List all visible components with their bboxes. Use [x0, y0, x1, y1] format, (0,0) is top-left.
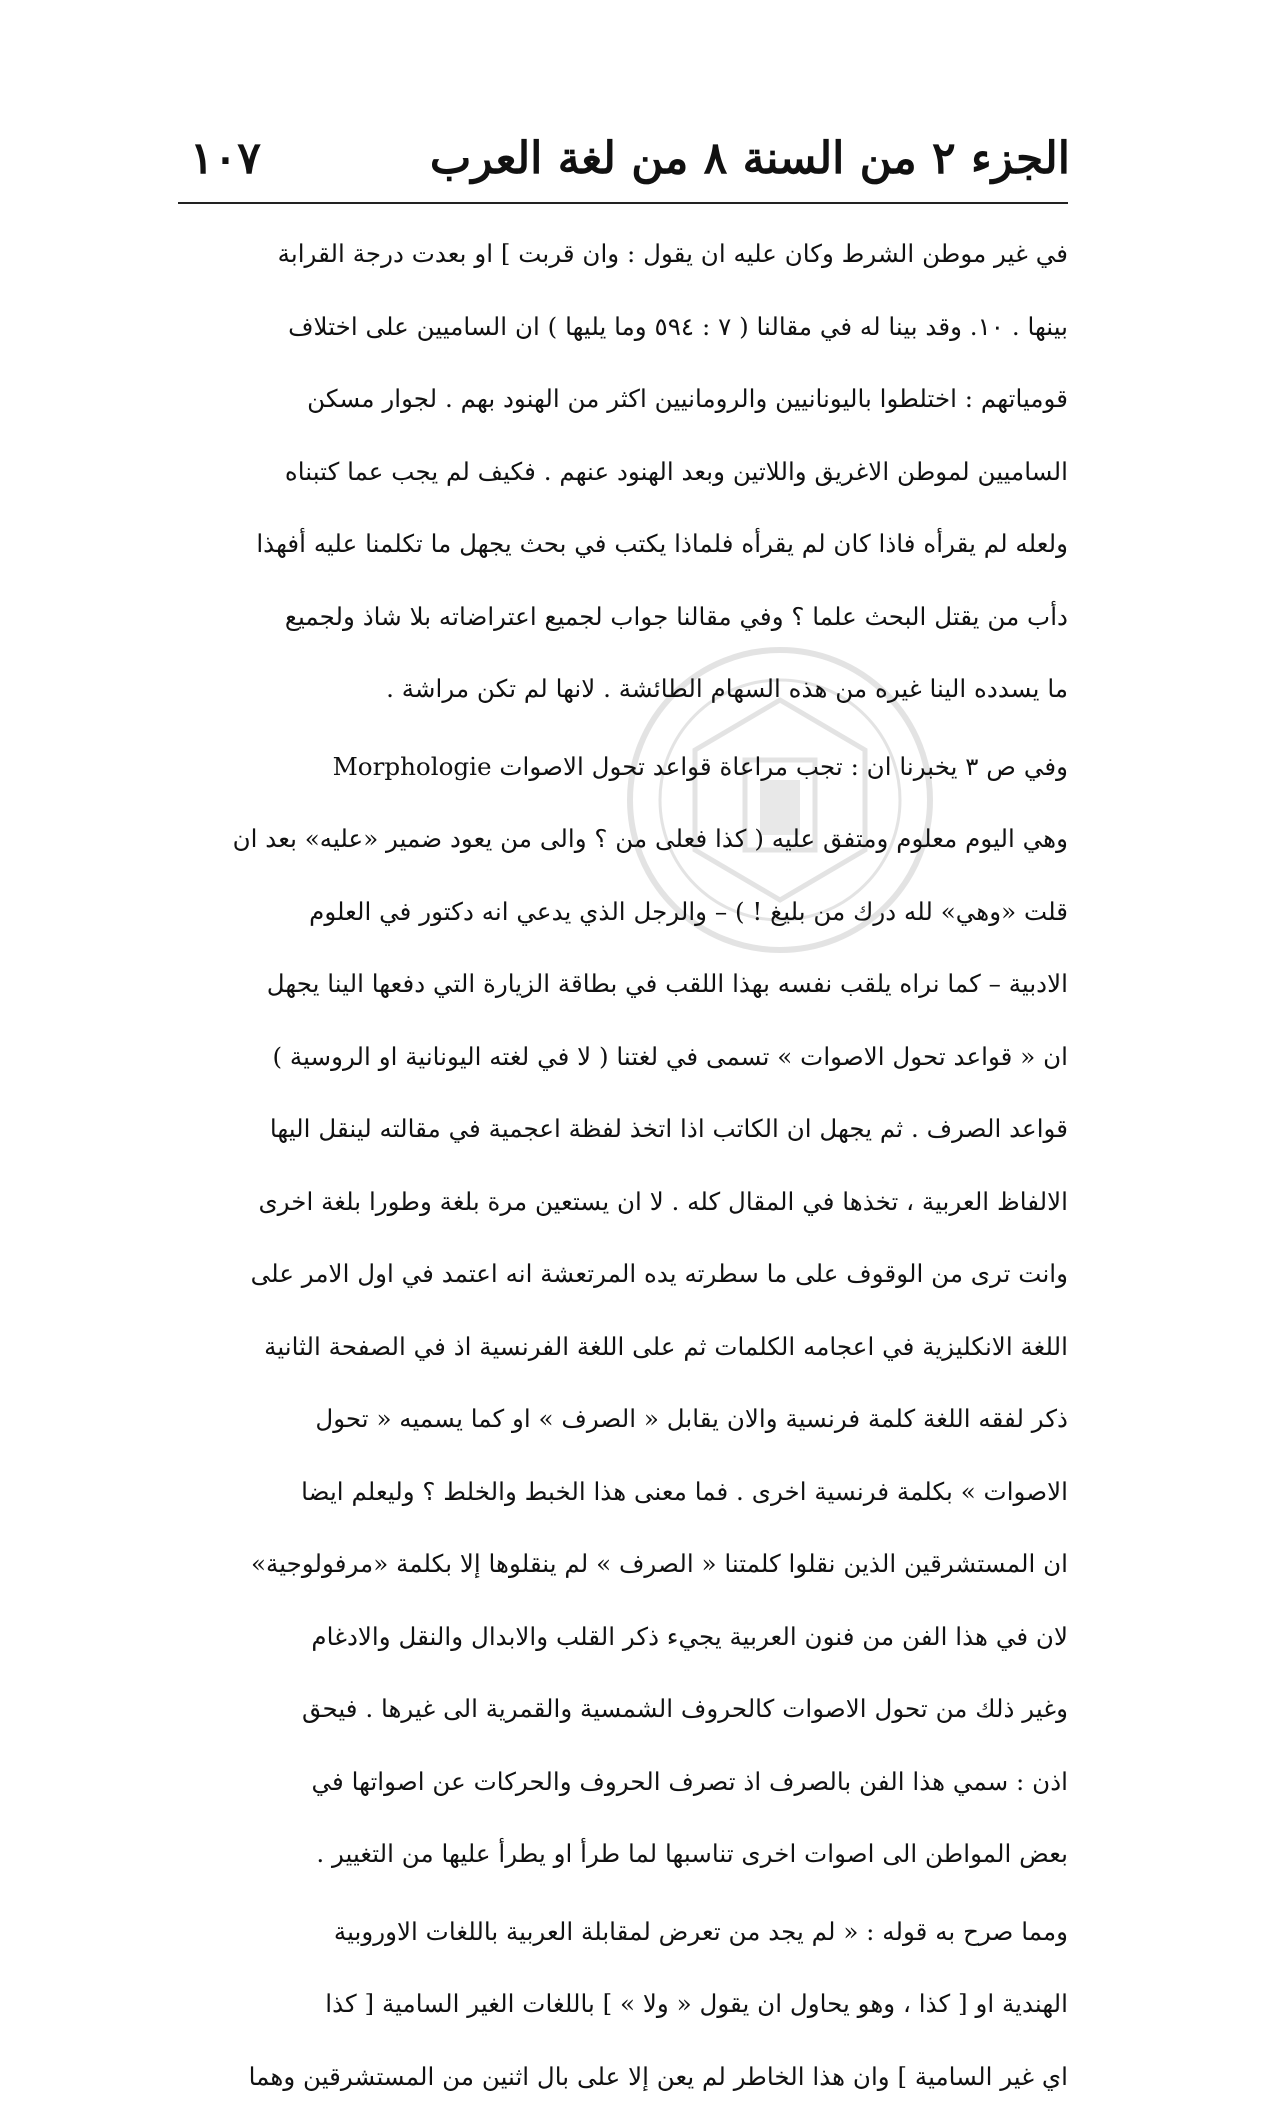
article-body [178, 218, 1068, 2113]
text-line: ولعله لم يقرأه فاذا كان لم يقرأه فلماذا يكتب في بحث يجهل ما تكلمنا عليه أفهذا [178, 508, 1068, 581]
text-line: قومياتهم : اختلطوا باليونانيين والرومانيين اكثر من الهنود بهم . لجوار مسكن [178, 363, 1068, 436]
paragraph [178, 731, 1068, 1891]
text-line: الاصوات » بكلمة فرنسية اخرى . فما معنى هذا الخبط والخلط ؟ وليعلم ايضا [178, 1456, 1068, 1529]
text-line: ومما صرح به قوله : « لم يجد من تعرض لمقابلة العربية باللغات الاوروبية [178, 1896, 1068, 1969]
text-line: قلت «وهي» لله درك من بليغ ! ) – والرجل الذي يدعي انه دكتور في العلوم [178, 876, 1068, 949]
text-line: اي غير السامية ] وان هذا الخاطر لم يعن إلا على بال اثنين من المستشرقين وهما [178, 2041, 1068, 2113]
text-line: بينها . ١٠. وقد بينا له في مقالنا ( ٧ : ٥٩٤ وما يليها ) ان الساميين على اختلاف [178, 291, 1068, 364]
text-line: وانت ترى من الوقوف على ما سطرته يده المرتعشة انه اعتمد في اول الامر على [178, 1238, 1068, 1311]
running-title: الجزء ٢ من السنة ٨ من لغة العرب [430, 133, 1070, 184]
page-number: ١٠٧ [190, 133, 261, 184]
text-line: ما يسدده الينا غيره من هذه السهام الطائشة . لانها لم تكن مراشة . [178, 653, 1068, 726]
text-line: لان في هذا الفن من فنون العربية يجيء ذكر القلب والابدال والنقل والادغام [178, 1601, 1068, 1674]
text-line: الساميين لموطن الاغريق واللاتين وبعد الهنود عنهم . فكيف لم يجب عما كتبناه [178, 436, 1068, 509]
text-line: وفي ص ٣ يخبرنا ان : تجب مراعاة قواعد تحول الاصوات Morphologie [178, 731, 1068, 804]
text-line: بعض المواطن الى اصوات اخرى تناسبها لما طرأ او يطرأ عليها من التغيير . [178, 1818, 1068, 1891]
paragraph [178, 1896, 1068, 2113]
text-line: ذكر لفقه اللغة كلمة فرنسية والان يقابل « الصرف » او كما يسميه « تحول [178, 1383, 1068, 1456]
text-line: اذن : سمي هذا الفن بالصرف اذ تصرف الحروف والحركات عن اصواتها في [178, 1746, 1068, 1819]
text-line: ان « قواعد تحول الاصوات » تسمى في لغتنا ( لا في لغته اليونانية او الروسية ) [178, 1021, 1068, 1094]
text-line: الهندية او [ كذا ، وهو يحاول ان يقول « ولا » ] باللغات الغير السامية [ كذا [178, 1968, 1068, 2041]
text-line: دأب من يقتل البحث علما ؟ وفي مقالنا جواب لجميع اعتراضاته بلا شاذ ولجميع [178, 581, 1068, 654]
text-line: اللغة الانكليزية في اعجامه الكلمات ثم على اللغة الفرنسية اذ في الصفحة الثانية [178, 1311, 1068, 1384]
page-header [190, 118, 1070, 198]
text-line: قواعد الصرف . ثم يجهل ان الكاتب اذا اتخذ لفظة اعجمية في مقالته لينقل اليها [178, 1093, 1068, 1166]
header-rule [178, 202, 1068, 204]
text-line: الالفاظ العربية ، تخذها في المقال كله . لا ان يستعين مرة بلغة وطورا بلغة اخرى [178, 1166, 1068, 1239]
text-line: في غير موطن الشرط وكان عليه ان يقول : وان قربت ] او بعدت درجة القرابة [178, 218, 1068, 291]
text-line: وغير ذلك من تحول الاصوات كالحروف الشمسية والقمرية الى غيرها . فيحق [178, 1673, 1068, 1746]
text-line: ان المستشرقين الذين نقلوا كلمتنا « الصرف » لم ينقلوها إلا بكلمة «مرفولوجية» [178, 1528, 1068, 1601]
text-line: الادبية – كما نراه يلقب نفسه بهذا اللقب في بطاقة الزيارة التي دفعها الينا يجهل [178, 948, 1068, 1021]
paragraph [178, 218, 1068, 726]
text-line: وهي اليوم معلوم ومتفق عليه ( كذا فعلى من ؟ والى من يعود ضمير «عليه» بعد ان [178, 803, 1068, 876]
